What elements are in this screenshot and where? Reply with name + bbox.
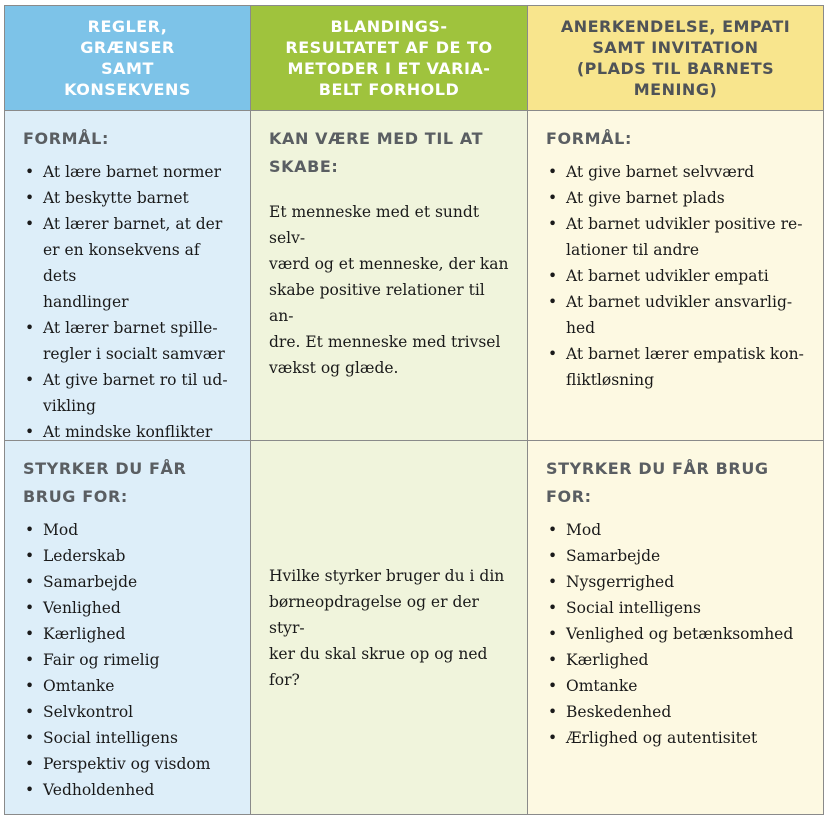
list-item xyxy=(546,569,809,595)
bullet-icon: • xyxy=(25,319,35,337)
list-item xyxy=(546,159,809,185)
list-item-text: At barnet udvikler ansvarlig- hed xyxy=(566,293,793,337)
list-item-text: At lærer barnet, at der er en konsekvens af dets handlinger xyxy=(43,215,223,311)
comparison-table xyxy=(4,5,824,815)
bullet-icon: • xyxy=(548,573,558,591)
bullet-icon: • xyxy=(548,729,558,747)
bullet-icon: • xyxy=(25,651,35,669)
list-item-text: Lederskab xyxy=(43,547,126,565)
cell-rules-strengths xyxy=(5,441,251,815)
list-item xyxy=(23,699,236,725)
cell-blend-question xyxy=(251,441,528,815)
list-item-text: Mod xyxy=(566,521,602,539)
bullet-icon: • xyxy=(548,599,558,617)
bullet-icon: • xyxy=(25,625,35,643)
cell-title: FORMÅL: xyxy=(546,129,632,148)
bullet-icon: • xyxy=(548,345,558,363)
list-item xyxy=(23,185,236,211)
question-paragraph: Hvilke styrker bruger du i din børneopdragelse og er der styr- ker du skal skrue op og ned for? xyxy=(269,566,505,689)
list-item-text: At barnet udvikler empati xyxy=(566,267,769,285)
list-item xyxy=(546,517,809,543)
strengths-list xyxy=(546,517,809,751)
bullet-icon: • xyxy=(25,163,35,181)
list-item-text: Nysgerrighed xyxy=(566,573,675,591)
bullet-icon: • xyxy=(25,677,35,695)
strengths-list xyxy=(23,517,236,803)
list-item-text: Samarbejde xyxy=(566,547,661,565)
cell-rules-purpose xyxy=(5,111,251,441)
list-item xyxy=(23,315,236,367)
list-item xyxy=(546,543,809,569)
list-item xyxy=(23,419,236,441)
list-item-text: Vedholdenhed xyxy=(43,781,155,799)
list-item-text: Selvkontrol xyxy=(43,703,134,721)
list-item xyxy=(23,647,236,673)
list-item xyxy=(546,647,809,673)
list-item-text: Omtanke xyxy=(43,677,115,695)
list-item-text: Omtanke xyxy=(566,677,638,695)
bullet-icon: • xyxy=(25,755,35,773)
bullet-icon: • xyxy=(25,703,35,721)
list-item xyxy=(23,569,236,595)
bullet-icon: • xyxy=(548,625,558,643)
bullet-icon: • xyxy=(548,189,558,207)
list-item-text: Venlighed og betænksomhed xyxy=(566,625,794,643)
list-item xyxy=(546,621,809,647)
bullet-icon: • xyxy=(25,729,35,747)
list-item-text: At lære barnet normer xyxy=(43,163,222,181)
list-item-text: Kærlighed xyxy=(566,651,649,669)
bullet-icon: • xyxy=(548,521,558,539)
cell-title: FORMÅL: xyxy=(23,129,109,148)
list-item-text: At lærer barnet spille- regler i socialt samvær xyxy=(43,319,225,363)
bullet-icon: • xyxy=(25,521,35,539)
list-item-text: At barnet lærer empatisk kon- fliktløsning xyxy=(566,345,804,389)
list-item-text: At barnet udvikler positive re- lationer til andre xyxy=(566,215,803,259)
list-item-text: At give barnet selvværd xyxy=(566,163,755,181)
list-item-text: At give barnet plads xyxy=(566,189,725,207)
header-rules: REGLER, GRÆNSER SAMT KONSEKVENS xyxy=(5,6,251,111)
list-item xyxy=(546,595,809,621)
bullet-icon: • xyxy=(25,573,35,591)
list-item-text: Mod xyxy=(43,521,79,539)
bullet-icon: • xyxy=(25,599,35,617)
list-item xyxy=(23,211,236,315)
list-item-text: At mindske konflikter xyxy=(43,423,213,441)
cell-title: STYRKER DU FÅR BRUG FOR: xyxy=(23,459,187,506)
list-item xyxy=(23,159,236,185)
list-item xyxy=(23,517,236,543)
bullet-icon: • xyxy=(25,215,35,233)
list-item-text: Fair og rimelig xyxy=(43,651,160,669)
list-item xyxy=(546,673,809,699)
bullet-icon: • xyxy=(548,651,558,669)
list-item xyxy=(546,185,809,211)
bullet-icon: • xyxy=(548,703,558,721)
result-paragraph: Et menneske med et sundt selv- værd og et menneske, der kan skabe positive relationer til an- dre. Et menneske med trivsel vækst og glæde. xyxy=(269,203,509,377)
cell-recognition-purpose xyxy=(528,111,824,441)
list-item-text: Perspektiv og visdom xyxy=(43,755,211,773)
list-item xyxy=(23,621,236,647)
bullet-icon: • xyxy=(25,371,35,389)
list-item-text: Kærlighed xyxy=(43,625,126,643)
purpose-list xyxy=(23,159,236,441)
list-item-text: Venlighed xyxy=(43,599,121,617)
list-item-text: At give barnet ro til ud- vikling xyxy=(43,371,228,415)
list-item xyxy=(23,725,236,751)
cell-recognition-strengths xyxy=(528,441,824,815)
bullet-icon: • xyxy=(548,163,558,181)
cell-blend-result xyxy=(251,111,528,441)
list-item-text: At beskytte barnet xyxy=(43,189,189,207)
purpose-list xyxy=(546,159,809,393)
bullet-icon: • xyxy=(548,293,558,311)
list-item xyxy=(23,367,236,419)
cell-title: STYRKER DU FÅR BRUG FOR: xyxy=(546,459,769,506)
list-item-text: Samarbejde xyxy=(43,573,138,591)
bullet-icon: • xyxy=(25,189,35,207)
bullet-icon: • xyxy=(548,677,558,695)
list-item xyxy=(23,751,236,777)
bullet-icon: • xyxy=(25,781,35,799)
header-blend: BLANDINGS- RESULTATET AF DE TO METODER I ET VARIA- BELT FORHOLD xyxy=(251,6,528,111)
bullet-icon: • xyxy=(25,423,35,441)
list-item xyxy=(23,543,236,569)
cell-title: KAN VÆRE MED TIL AT SKABE: xyxy=(269,129,484,176)
list-item xyxy=(546,725,809,751)
bullet-icon: • xyxy=(25,547,35,565)
list-item xyxy=(23,777,236,803)
list-item xyxy=(546,341,809,393)
list-item-text: Ærlighed og autentisitet xyxy=(566,729,758,747)
list-item xyxy=(23,595,236,621)
list-item xyxy=(546,211,809,263)
header-recognition: ANERKENDELSE, EMPATI SAMT INVITATION (PLADS TIL BARNETS MENING) xyxy=(528,6,824,111)
bullet-icon: • xyxy=(548,547,558,565)
list-item xyxy=(546,699,809,725)
list-item-text: Beskedenhed xyxy=(566,703,672,721)
bullet-icon: • xyxy=(548,215,558,233)
list-item xyxy=(546,289,809,341)
list-item xyxy=(546,263,809,289)
list-item xyxy=(23,673,236,699)
list-item-text: Social intelligens xyxy=(566,599,701,617)
list-item-text: Social intelligens xyxy=(43,729,178,747)
bullet-icon: • xyxy=(548,267,558,285)
